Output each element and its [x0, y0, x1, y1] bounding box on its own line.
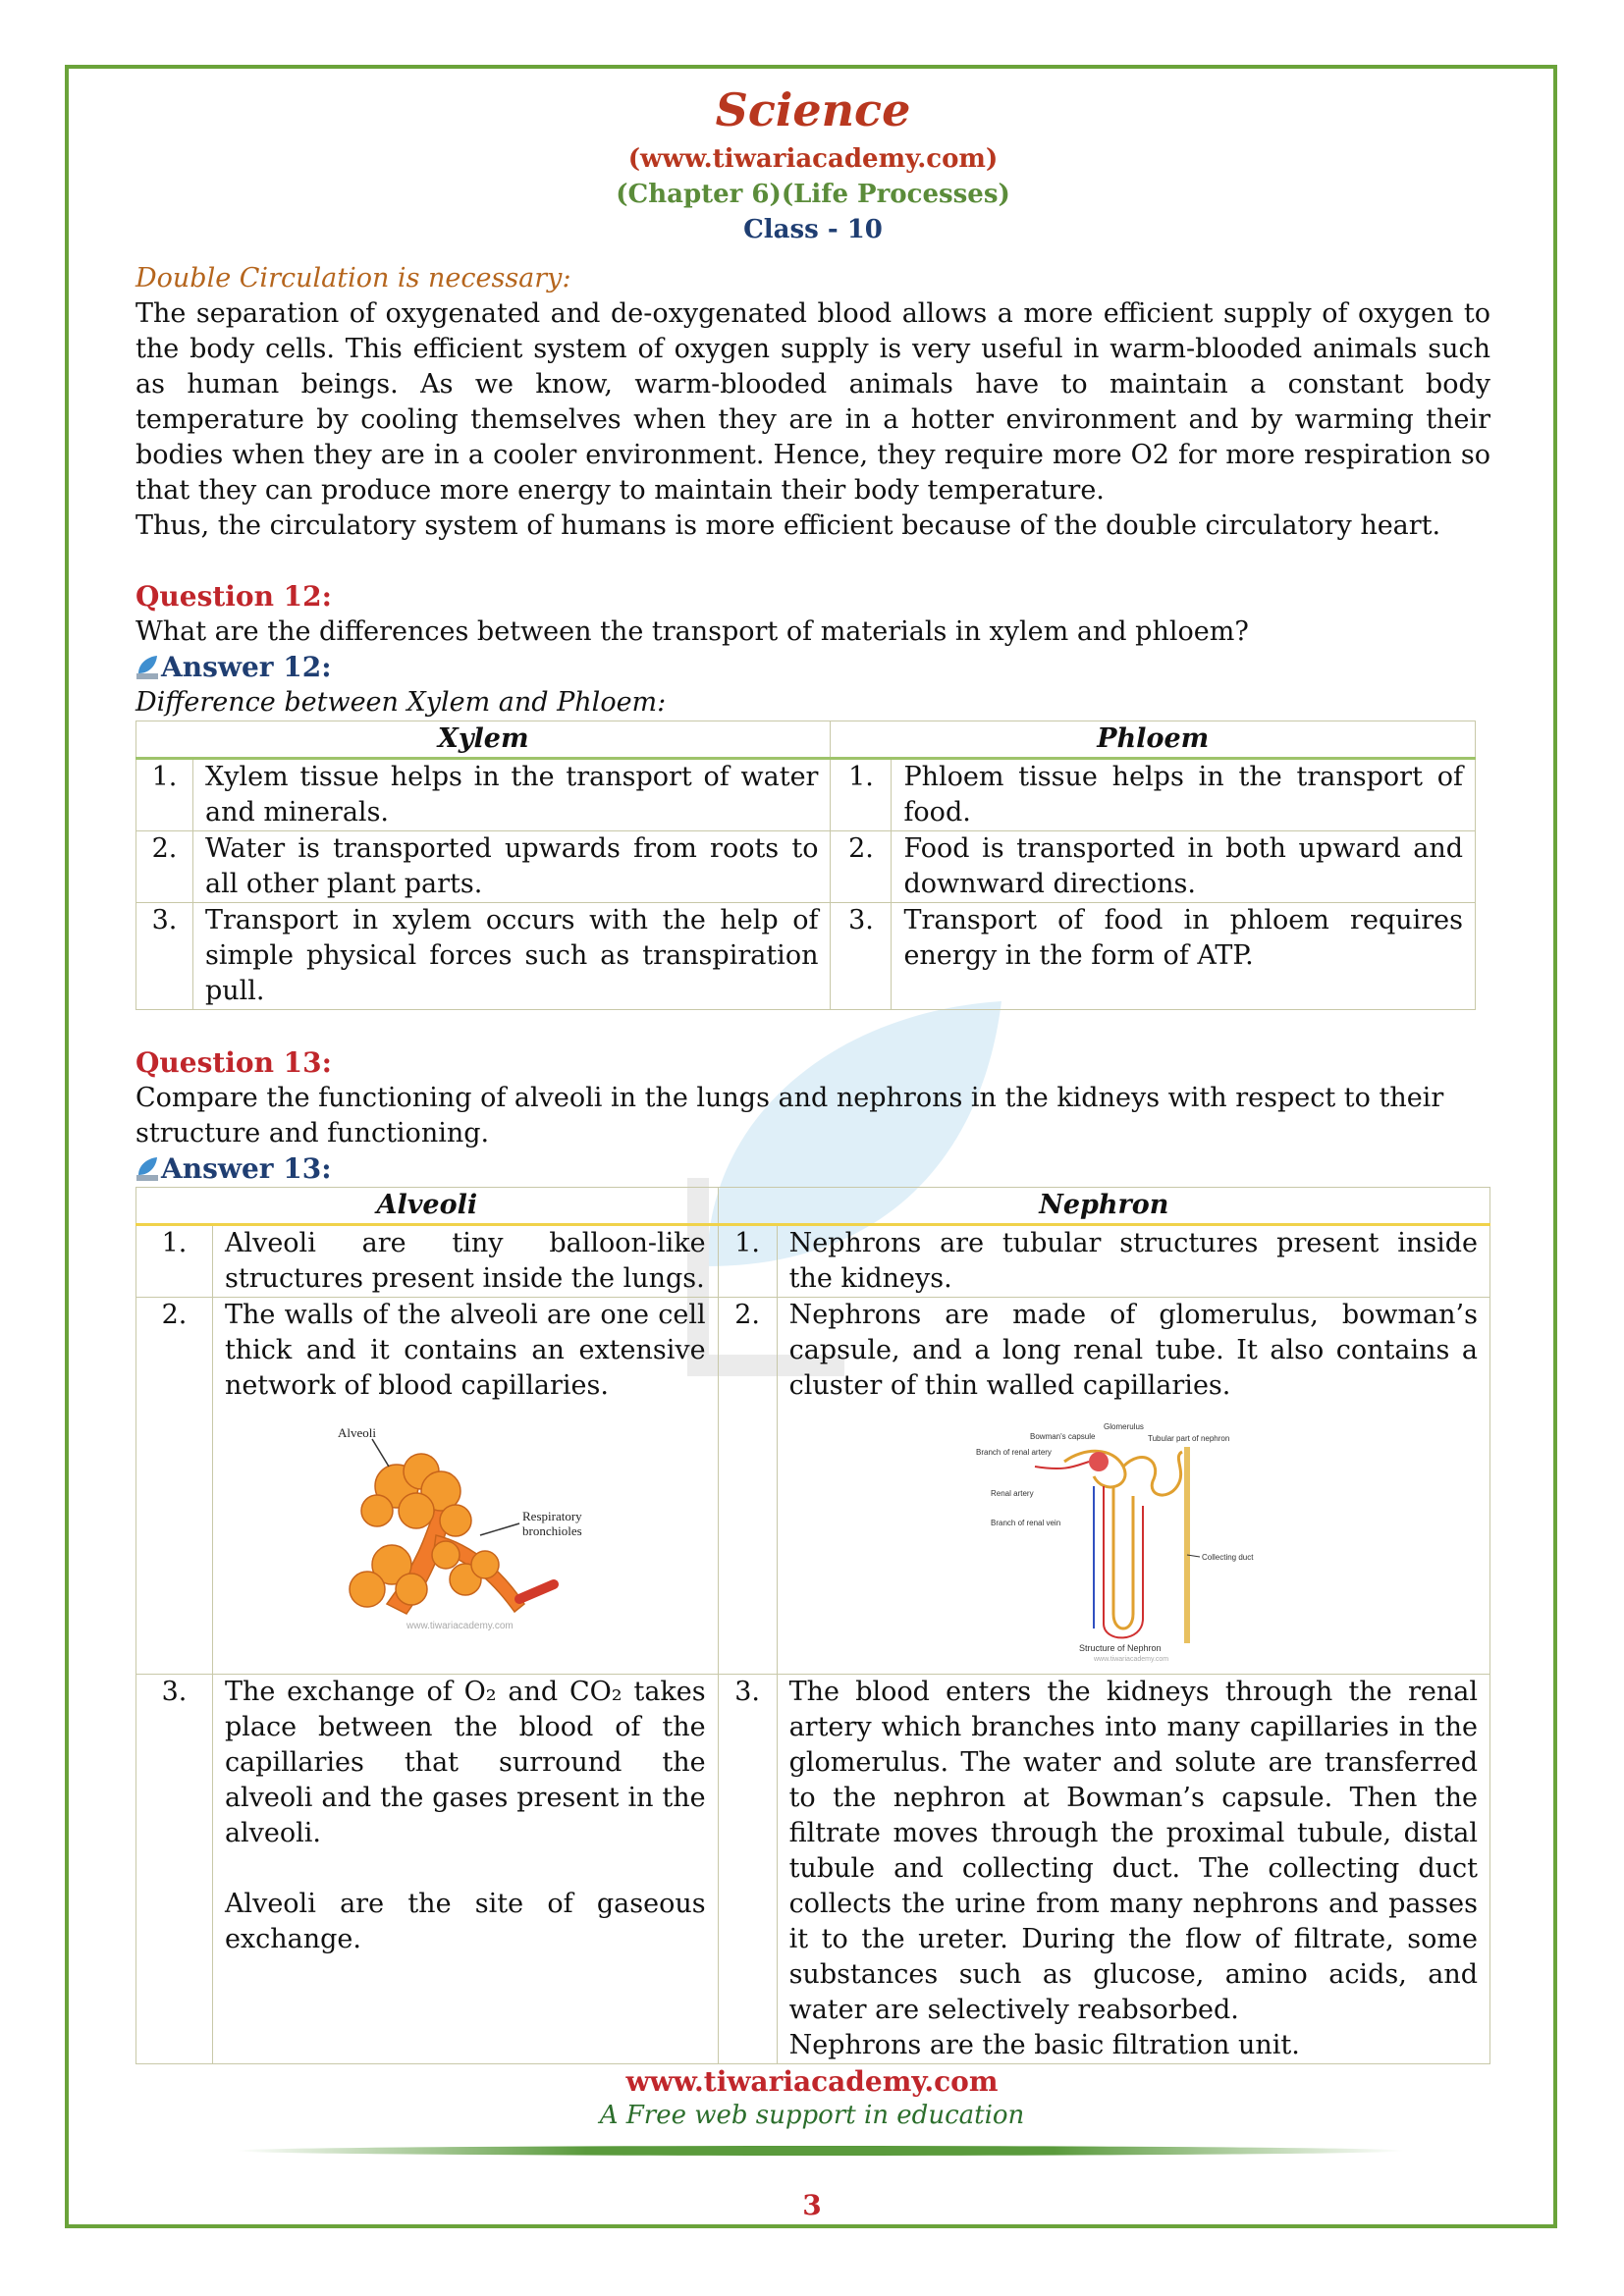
figure-caption: Structure of Nephron	[1079, 1643, 1162, 1653]
section-heading: Double Circulation is necessary:	[135, 263, 571, 294]
page-title: Science	[715, 83, 911, 136]
answer-12-label: Answer 12:	[161, 651, 332, 683]
row-number: 2.	[831, 831, 892, 903]
page-number: 3	[802, 2189, 822, 2221]
question-12-text: What are the differences between the transport of materials in xylem and phloem?	[135, 616, 1249, 647]
row-number: 3.	[136, 1675, 213, 2064]
label-bronchioles: bronchioles	[521, 1523, 582, 1538]
question-12-label: Question 12:	[135, 580, 332, 613]
table-row	[136, 831, 1476, 903]
alveoli-cell	[212, 1675, 718, 2064]
footer-site[interactable]: www.tiwariacademy.com	[625, 2065, 999, 2098]
table-header-xylem: Xylem	[136, 721, 831, 759]
table-header-phloem: Phloem	[831, 721, 1476, 759]
row-number: 3.	[831, 903, 892, 1010]
intro-conclusion: Thus, the circulatory system of humans is more efficient because of the double circulatory heart.	[135, 510, 1441, 541]
alveoli-cell	[212, 1298, 718, 1675]
phloem-cell: Phloem tissue helps in the transport of food.	[892, 759, 1476, 831]
phloem-cell: Transport of food in phloem requires energy in the form of ATP.	[892, 903, 1476, 1010]
phloem-cell: Food is transported in both upward and downward directions.	[892, 831, 1476, 903]
nephron-diagram	[976, 1417, 1290, 1663]
xylem-phloem-table	[135, 721, 1476, 1010]
table-row	[136, 1675, 1490, 2064]
table-row	[136, 759, 1476, 831]
label-bowman: Bowman's capsule	[1030, 1432, 1096, 1441]
label-glomerulus: Glomerulus	[1104, 1422, 1145, 1431]
intro-paragraph: The separation of oxygenated and de-oxygenated blood allows a more efficient supply of oxygen to the body cells. This efficient system of oxygen supply is very useful in warm-blooded animals such as human beings. As we know, warm-blooded animals have to maintain a constant body temperature by cooling themselves when they are in a hotter environment and by warming their bodies when they are in a cooler environment. Hence, they require more O2 for more respiration so that they can produce more energy to maintain their body temperature.	[135, 298, 1490, 506]
header-chapter: (Chapter 6)(Life Processes)	[616, 180, 1010, 209]
nephron-cell-text: Nephrons are made of glomerulus, bowman’s capsule, and a long renal tube. It also contains a cluster of thin walled capillaries.	[788, 1300, 1478, 1401]
row-number: 2.	[136, 1298, 213, 1675]
row-number: 2.	[136, 831, 193, 903]
header-site: (www.tiwariacademy.com)	[627, 144, 999, 174]
table-row	[136, 1225, 1490, 1298]
row-number: 1.	[136, 759, 193, 831]
xylem-cell: Water is transported upwards from roots to all other plant parts.	[192, 831, 831, 903]
figure-credit: www.tiwariacademy.com	[406, 1621, 514, 1631]
table-caption: Difference between Xylem and Phloem:	[135, 687, 667, 718]
alveoli-cell-text: The walls of the alveoli are one cell thick and it contains an extensive network of blood capillaries.	[224, 1300, 706, 1401]
xylem-cell: Xylem tissue helps in the transport of water and minerals.	[192, 759, 831, 831]
label-collecting: Collecting duct	[1202, 1553, 1254, 1562]
question-13-text: Compare the functioning of alveoli in the lungs and nephrons in the kidneys with respect to their structure and functioning.	[135, 1083, 1444, 1148]
question-13-label: Question 13:	[135, 1046, 332, 1079]
table-row	[136, 903, 1476, 1010]
alveoli-cell: Alveoli are tiny balloon-like structures present inside the lungs.	[212, 1225, 718, 1298]
label-branch-vein: Branch of renal vein	[991, 1519, 1061, 1527]
figure-credit: www.tiwariacademy.com	[1094, 1656, 1169, 1663]
row-number: 1.	[136, 1225, 213, 1298]
alveoli-diagram	[318, 1417, 613, 1633]
row-number: 3.	[718, 1675, 777, 2064]
academy-logo-icon	[135, 1155, 159, 1183]
nephron-cell	[777, 1298, 1489, 1675]
label-alveoli: Alveoli	[337, 1425, 376, 1440]
label-renal-artery: Renal artery	[991, 1489, 1034, 1498]
answer-12-heading	[135, 650, 1490, 685]
row-number: 3.	[136, 903, 193, 1010]
academy-logo-icon	[135, 654, 159, 681]
alveoli-nephron-table	[135, 1187, 1490, 2064]
answer-13-label: Answer 13:	[161, 1152, 332, 1185]
alveoli-cell-text: The exchange of O₂ and CO₂ takes place between the blood of the capillaries that surround the alveoli and the gases present in the alveoli.	[224, 1677, 706, 1848]
alveoli-cell-text: Alveoli are the site of gaseous exchange.	[224, 1889, 706, 1954]
row-number: 1.	[718, 1225, 777, 1298]
nephron-cell-text: The blood enters the kidneys through the renal artery which branches into many capillaries in the glomerulus. The water and solute are transferred to the nephron at Bowman’s capsule. Then the filtrate moves through the proximal tubule, distal tubule and collecting duct. The collecting duct collects the urine from many nephrons and passes it to the ureter. During the flow of filtrate, some substances such as glucose, amino acids, and water are selectively reabsorbed.	[788, 1677, 1478, 2025]
answer-13-heading	[135, 1151, 1490, 1187]
footer-divider	[236, 2146, 1404, 2156]
footer-tagline: A Free web support in education	[599, 2101, 1025, 2130]
label-respiratory: Respiratory	[521, 1509, 582, 1523]
page-header	[135, 79, 1490, 247]
table-header-nephron: Nephron	[718, 1188, 1489, 1225]
nephron-cell: Nephrons are tubular structures present inside the kidneys.	[777, 1225, 1489, 1298]
table-header-alveoli: Alveoli	[136, 1188, 719, 1225]
row-number: 2.	[718, 1298, 777, 1675]
header-class: Class - 10	[743, 215, 883, 244]
table-row	[136, 1298, 1490, 1675]
row-number: 1.	[831, 759, 892, 831]
label-branch-artery: Branch of renal artery	[976, 1448, 1053, 1457]
nephron-cell-text: Nephrons are the basic filtration unit.	[788, 2030, 1300, 2060]
page-content	[135, 79, 1490, 2064]
nephron-cell	[777, 1675, 1489, 2064]
label-tubular: Tubular part of nephron	[1148, 1434, 1230, 1443]
xylem-cell: Transport in xylem occurs with the help of simple physical forces such as transpiration pull.	[192, 903, 831, 1010]
